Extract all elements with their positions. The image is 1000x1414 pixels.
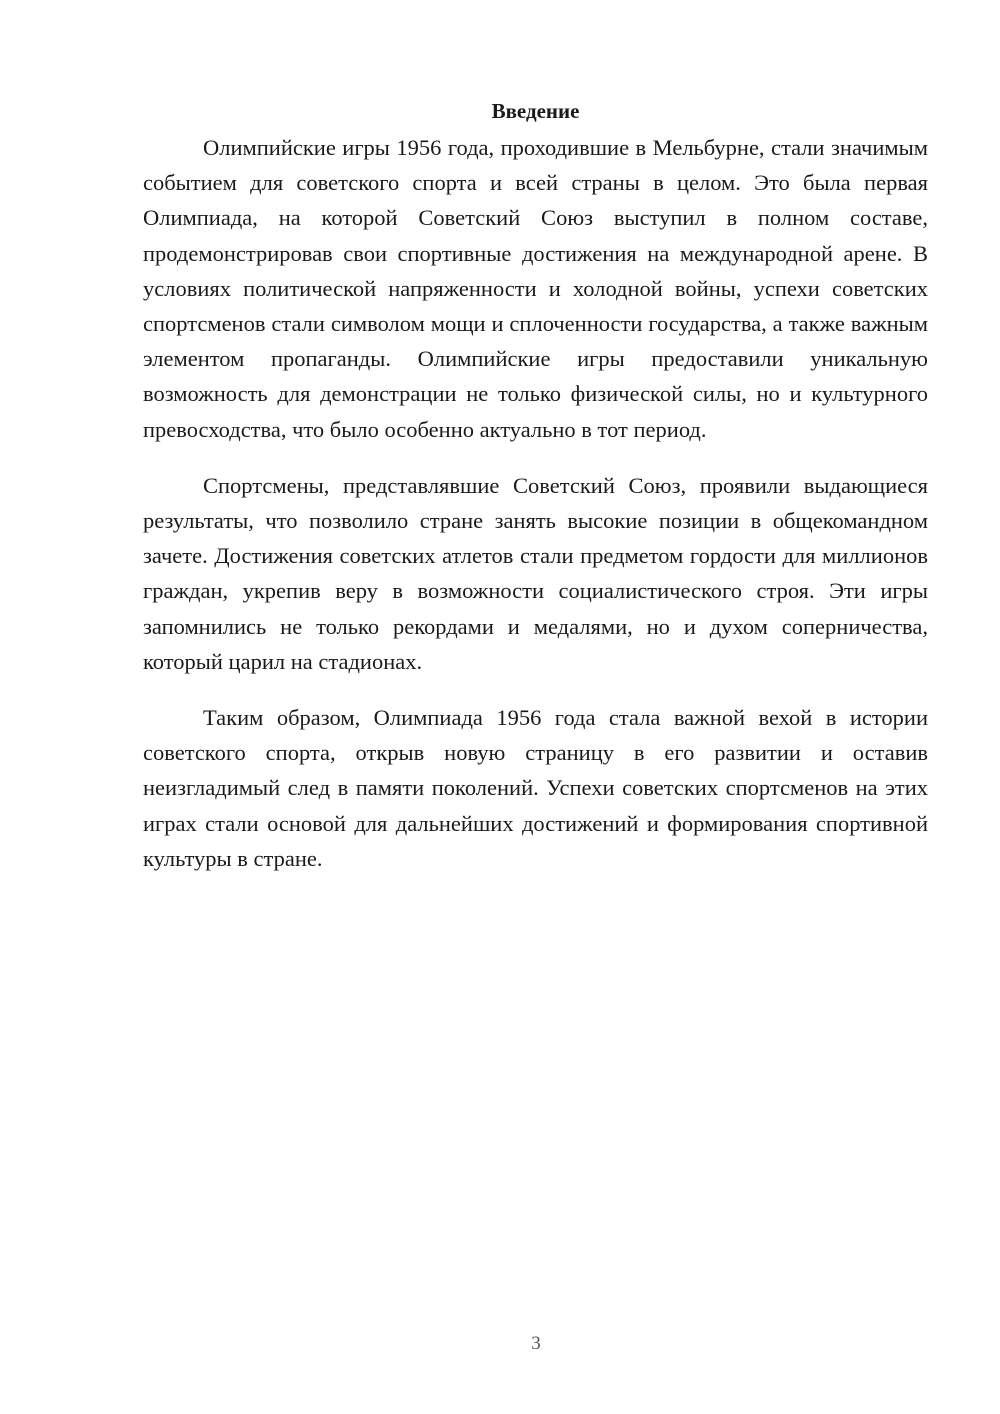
paragraph-2: Спортсмены, представлявшие Советский Союз, проявили выдающиеся результаты, что позволило стране занять высокие позиции в общекомандном зачете. Достижения советских атлетов стали предметом гордости для миллионов граждан, укрепив веру в возможности социалистического строя. Эти игры запомнились не только рекордами и медалями, но и духом соперничества, который царил на стадионах. xyxy=(143,472,928,674)
page-content xyxy=(143,97,928,897)
section-heading: Введение xyxy=(491,99,580,123)
page-number: 3 xyxy=(531,1333,541,1354)
paragraph-1: Олимпийские игры 1956 года, проходившие в Мельбурне, стали значимым событием для советского спорта и всей страны в целом. Это была первая Олимпиада, на которой Советский Союз выступил в полном составе, продемонстрировав свои спортивные достижения на международной арене. В условиях политической напряженности и холодной войны, успехи советских спортсменов стали символом мощи и сплоченности государства, а также важным элементом пропаганды. Олимпийские игры предоставили уникальную возможность для демонстрации не только физической силы, но и культурного превосходства, что было особенно актуально в тот период. xyxy=(143,135,928,442)
paragraph-3: Таким образом, Олимпиада 1956 года стала важной вехой в истории советского спорта, открыв новую страницу в его развитии и оставив неизгладимый след в памяти поколений. Успехи советских спортсменов на этих играх стали основой для дальнейших достижений и формирования спортивной культуры в стране. xyxy=(143,705,928,871)
